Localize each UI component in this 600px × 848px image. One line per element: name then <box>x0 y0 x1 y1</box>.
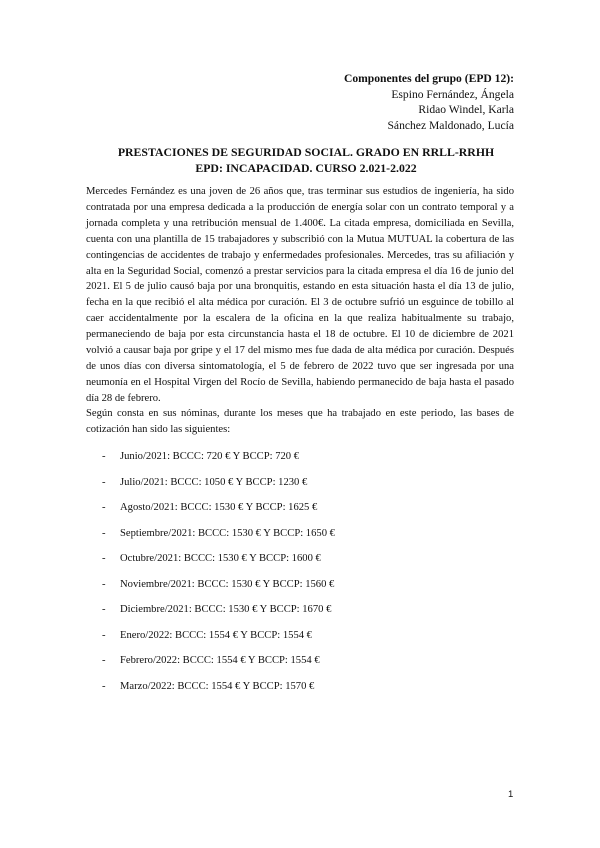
list-item-text: Diciembre/2021: BCCC: 1530 € Y BCCP: 1670 € <box>120 604 332 615</box>
list-dash: - <box>102 578 106 590</box>
list-item <box>102 674 335 700</box>
page-number: 1 <box>508 789 514 800</box>
list-item <box>102 648 335 674</box>
list-item <box>102 572 335 598</box>
list-item-text: Febrero/2022: BCCC: 1554 € Y BCCP: 1554 € <box>120 655 320 666</box>
list-dash: - <box>102 629 106 641</box>
list-dash: - <box>102 451 106 462</box>
member-name: Ridao Windel, Karla <box>418 103 514 116</box>
list-dash: - <box>102 604 106 615</box>
document-title <box>0 145 600 176</box>
contribution-bases-list <box>102 444 335 699</box>
list-dash: - <box>102 680 106 692</box>
title-line-1: PRESTACIONES DE SEGURIDAD SOCIAL. GRADO EN RRLL-RRHH <box>117 145 495 159</box>
list-item <box>102 444 335 470</box>
member-name: Sánchez Maldonado, Lucía <box>387 118 514 132</box>
list-item <box>102 623 335 649</box>
member-name: Espino Fernández, Ángela <box>391 87 514 101</box>
list-item <box>102 546 335 572</box>
title-line-2: EPD: INCAPACIDAD. CURSO 2.021-2.022 <box>195 160 417 175</box>
list-item-text: Enero/2022: BCCC: 1554 € Y BCCP: 1554 € <box>120 629 312 641</box>
list-dash: - <box>102 527 106 539</box>
bases-intro-paragraph: Según consta en sus nóminas, durante los meses que ha trabajado en este periodo, las bases de cotización han sido las siguientes: <box>86 408 514 435</box>
case-paragraph: Mercedes Fernández es una joven de 26 años que, tras terminar sus estudios de ingeniería, ha sido contratada por una empresa dedicada a la producción de energía solar con un contrato temporal y a jornada completa y una retribución mensual de 1.400€. La citada empresa, domiciliada en Sevilla, cuenta con una plantilla de 15 trabajadores y subscribió con la Mutua MUTUAL la cobertura de las contingencias de accidentes de trabajo y enfermedades profesionales. Mercedes, tras su afiliación y alta en la Seguridad Social, comenzó a prestar servicios para la citada empresa el día 16 de junio del 2021. El 5 de julio causó baja por una bronquitis, estando en esta situación hasta el día 13 de julio, fecha en la que recibió el alta médica por curación. El 3 de octubre sufrió un esguince de tobillo al caer accidentalmente por la escalera de la oficina en la que realiza habitualmente su trabajo, permaneciendo de baja por esta circunstancia hasta el 18 de octubre. El 10 de diciembre de 2021 volvió a causar baja por gripe y el 17 del mismo mes fue dada de alta médica por curación. Después de unos días con diversa sintomatología, el 5 de febrero de 2022 tuvo que ser ingresada por una neumonía en el Hospital Virgen del Rocío de Sevilla, habiendo permanecido de baja hasta el pasado día 28 de febrero. <box>86 186 514 404</box>
list-item <box>102 521 335 547</box>
list-item-text: Agosto/2021: BCCC: 1530 € Y BCCP: 1625 € <box>120 502 318 513</box>
list-item <box>102 597 335 623</box>
list-dash: - <box>102 655 106 666</box>
list-item-text: Junio/2021: BCCC: 720 € Y BCCP: 720 € <box>120 451 300 462</box>
group-members-block <box>344 71 514 133</box>
list-item-text: Octubre/2021: BCCC: 1530 € Y BCCP: 1600 € <box>120 553 321 564</box>
list-dash: - <box>102 553 106 564</box>
list-dash: - <box>102 476 106 488</box>
list-item-text: Noviembre/2021: BCCC: 1530 € Y BCCP: 1560 € <box>120 578 335 590</box>
list-item-text: Marzo/2022: BCCC: 1554 € Y BCCP: 1570 € <box>120 680 315 692</box>
list-dash: - <box>102 502 106 513</box>
list-item <box>102 495 335 521</box>
list-item-text: Septiembre/2021: BCCC: 1530 € Y BCCP: 1650 € <box>120 527 335 539</box>
list-item <box>102 470 335 496</box>
group-title: Componentes del grupo (EPD 12): <box>343 72 514 85</box>
list-item-text: Julio/2021: BCCC: 1050 € Y BCCP: 1230 € <box>120 476 308 488</box>
